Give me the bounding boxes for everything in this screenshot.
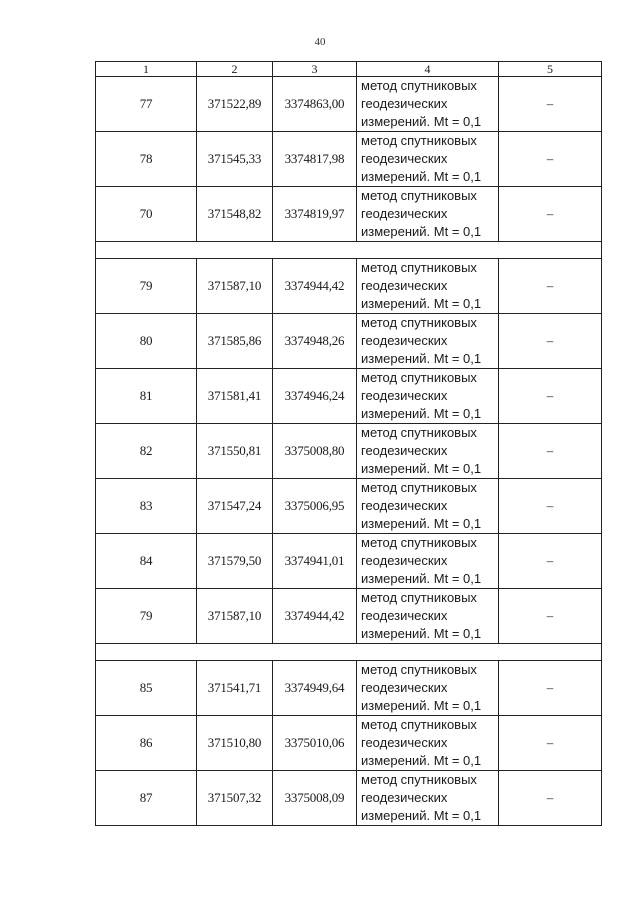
y-coordinate-cell: 3375008,09 [273, 771, 357, 826]
table-row [96, 77, 602, 132]
method-line: метод спутниковых [361, 535, 477, 550]
header-cell-3: 3 [273, 62, 357, 77]
method-line: геодезических [361, 608, 448, 623]
method-line: метод спутниковых [361, 370, 477, 385]
method-line: геодезических [361, 553, 448, 568]
point-number-cell: 82 [96, 424, 197, 479]
note-cell: – [499, 589, 602, 644]
method-cell [357, 661, 499, 716]
point-number-cell: 79 [96, 259, 197, 314]
point-number-cell: 85 [96, 661, 197, 716]
note-cell: – [499, 259, 602, 314]
y-coordinate-cell: 3375010,06 [273, 716, 357, 771]
table-row [96, 369, 602, 424]
method-line: геодезических [361, 151, 448, 166]
point-number-cell: 84 [96, 534, 197, 589]
y-coordinate-cell: 3374946,24 [273, 369, 357, 424]
method-cell [357, 424, 499, 479]
group-separator-cell [96, 242, 602, 259]
note-cell: – [499, 479, 602, 534]
method-line: измерений. Mt = 0,1 [361, 114, 482, 129]
y-coordinate-cell: 3375006,95 [273, 479, 357, 534]
method-line: метод спутниковых [361, 315, 477, 330]
point-number-cell: 80 [96, 314, 197, 369]
note-cell: – [499, 369, 602, 424]
method-line: измерений. Mt = 0,1 [361, 571, 482, 586]
method-line: геодезических [361, 790, 448, 805]
point-number-cell: 87 [96, 771, 197, 826]
method-line: измерений. Mt = 0,1 [361, 351, 482, 366]
method-line: метод спутниковых [361, 480, 477, 495]
method-cell [357, 132, 499, 187]
header-cell-1: 1 [96, 62, 197, 77]
note-cell: – [499, 187, 602, 242]
table-row [96, 314, 602, 369]
note-cell: – [499, 534, 602, 589]
y-coordinate-cell: 3374949,64 [273, 661, 357, 716]
method-line: метод спутниковых [361, 188, 477, 203]
method-cell [357, 716, 499, 771]
x-coordinate-cell: 371581,41 [197, 369, 273, 424]
method-line: измерений. Mt = 0,1 [361, 461, 482, 476]
table-row [96, 424, 602, 479]
group-separator-cell [96, 644, 602, 661]
method-line: метод спутниковых [361, 78, 477, 93]
header-cell-2: 2 [197, 62, 273, 77]
x-coordinate-cell: 371522,89 [197, 77, 273, 132]
method-line: измерений. Mt = 0,1 [361, 296, 482, 311]
y-coordinate-cell: 3374819,97 [273, 187, 357, 242]
method-line: метод спутниковых [361, 133, 477, 148]
method-line: метод спутниковых [361, 772, 477, 787]
point-number-cell: 77 [96, 77, 197, 132]
method-line: метод спутниковых [361, 717, 477, 732]
method-line: геодезических [361, 498, 448, 513]
note-cell: – [499, 77, 602, 132]
method-line: геодезических [361, 206, 448, 221]
x-coordinate-cell: 371541,71 [197, 661, 273, 716]
page-number: 40 [314, 36, 326, 48]
table-row [96, 132, 602, 187]
x-coordinate-cell: 371587,10 [197, 259, 273, 314]
table-row [96, 771, 602, 826]
method-line: метод спутниковых [361, 425, 477, 440]
x-coordinate-cell: 371510,80 [197, 716, 273, 771]
method-line: геодезических [361, 680, 448, 695]
table-row [96, 259, 602, 314]
method-line: измерений. Mt = 0,1 [361, 224, 482, 239]
method-line: геодезических [361, 388, 448, 403]
method-line: измерений. Mt = 0,1 [361, 169, 482, 184]
table-row [96, 187, 602, 242]
x-coordinate-cell: 371579,50 [197, 534, 273, 589]
group-separator-row [96, 644, 602, 661]
note-cell: – [499, 771, 602, 826]
method-line: геодезических [361, 443, 448, 458]
method-line: измерений. Mt = 0,1 [361, 406, 482, 421]
x-coordinate-cell: 371547,24 [197, 479, 273, 534]
method-cell [357, 534, 499, 589]
y-coordinate-cell: 3375008,80 [273, 424, 357, 479]
table-row [96, 716, 602, 771]
note-cell: – [499, 314, 602, 369]
method-line: измерений. Mt = 0,1 [361, 626, 482, 641]
table-row [96, 589, 602, 644]
point-number-cell: 86 [96, 716, 197, 771]
y-coordinate-cell: 3374863,00 [273, 77, 357, 132]
header-cell-4: 4 [357, 62, 499, 77]
method-cell [357, 187, 499, 242]
table-row [96, 479, 602, 534]
point-number-cell: 81 [96, 369, 197, 424]
method-cell [357, 314, 499, 369]
method-line: геодезических [361, 735, 448, 750]
method-line: измерений. Mt = 0,1 [361, 698, 482, 713]
coordinates-table [95, 61, 602, 826]
method-line: метод спутниковых [361, 662, 477, 677]
y-coordinate-cell: 3374944,42 [273, 589, 357, 644]
note-cell: – [499, 424, 602, 479]
table-row [96, 661, 602, 716]
x-coordinate-cell: 371507,32 [197, 771, 273, 826]
note-cell: – [499, 132, 602, 187]
header-row [96, 62, 602, 77]
y-coordinate-cell: 3374817,98 [273, 132, 357, 187]
method-cell [357, 771, 499, 826]
x-coordinate-cell: 371548,82 [197, 187, 273, 242]
note-cell: – [499, 716, 602, 771]
y-coordinate-cell: 3374948,26 [273, 314, 357, 369]
method-line: геодезических [361, 333, 448, 348]
method-cell [357, 77, 499, 132]
y-coordinate-cell: 3374941,01 [273, 534, 357, 589]
x-coordinate-cell: 371587,10 [197, 589, 273, 644]
method-line: измерений. Mt = 0,1 [361, 516, 482, 531]
table-row [96, 534, 602, 589]
x-coordinate-cell: 371550,81 [197, 424, 273, 479]
method-line: геодезических [361, 278, 448, 293]
note-cell: – [499, 661, 602, 716]
point-number-cell: 78 [96, 132, 197, 187]
x-coordinate-cell: 371585,86 [197, 314, 273, 369]
method-line: метод спутниковых [361, 260, 477, 275]
method-cell [357, 259, 499, 314]
method-line: метод спутниковых [361, 590, 477, 605]
group-separator-row [96, 242, 602, 259]
y-coordinate-cell: 3374944,42 [273, 259, 357, 314]
method-line: измерений. Mt = 0,1 [361, 808, 482, 823]
method-cell [357, 589, 499, 644]
table-body [96, 62, 602, 826]
method-cell [357, 369, 499, 424]
method-line: геодезических [361, 96, 448, 111]
x-coordinate-cell: 371545,33 [197, 132, 273, 187]
point-number-cell: 79 [96, 589, 197, 644]
point-number-cell: 83 [96, 479, 197, 534]
method-line: измерений. Mt = 0,1 [361, 753, 482, 768]
header-cell-5: 5 [499, 62, 602, 77]
point-number-cell: 70 [96, 187, 197, 242]
method-cell [357, 479, 499, 534]
